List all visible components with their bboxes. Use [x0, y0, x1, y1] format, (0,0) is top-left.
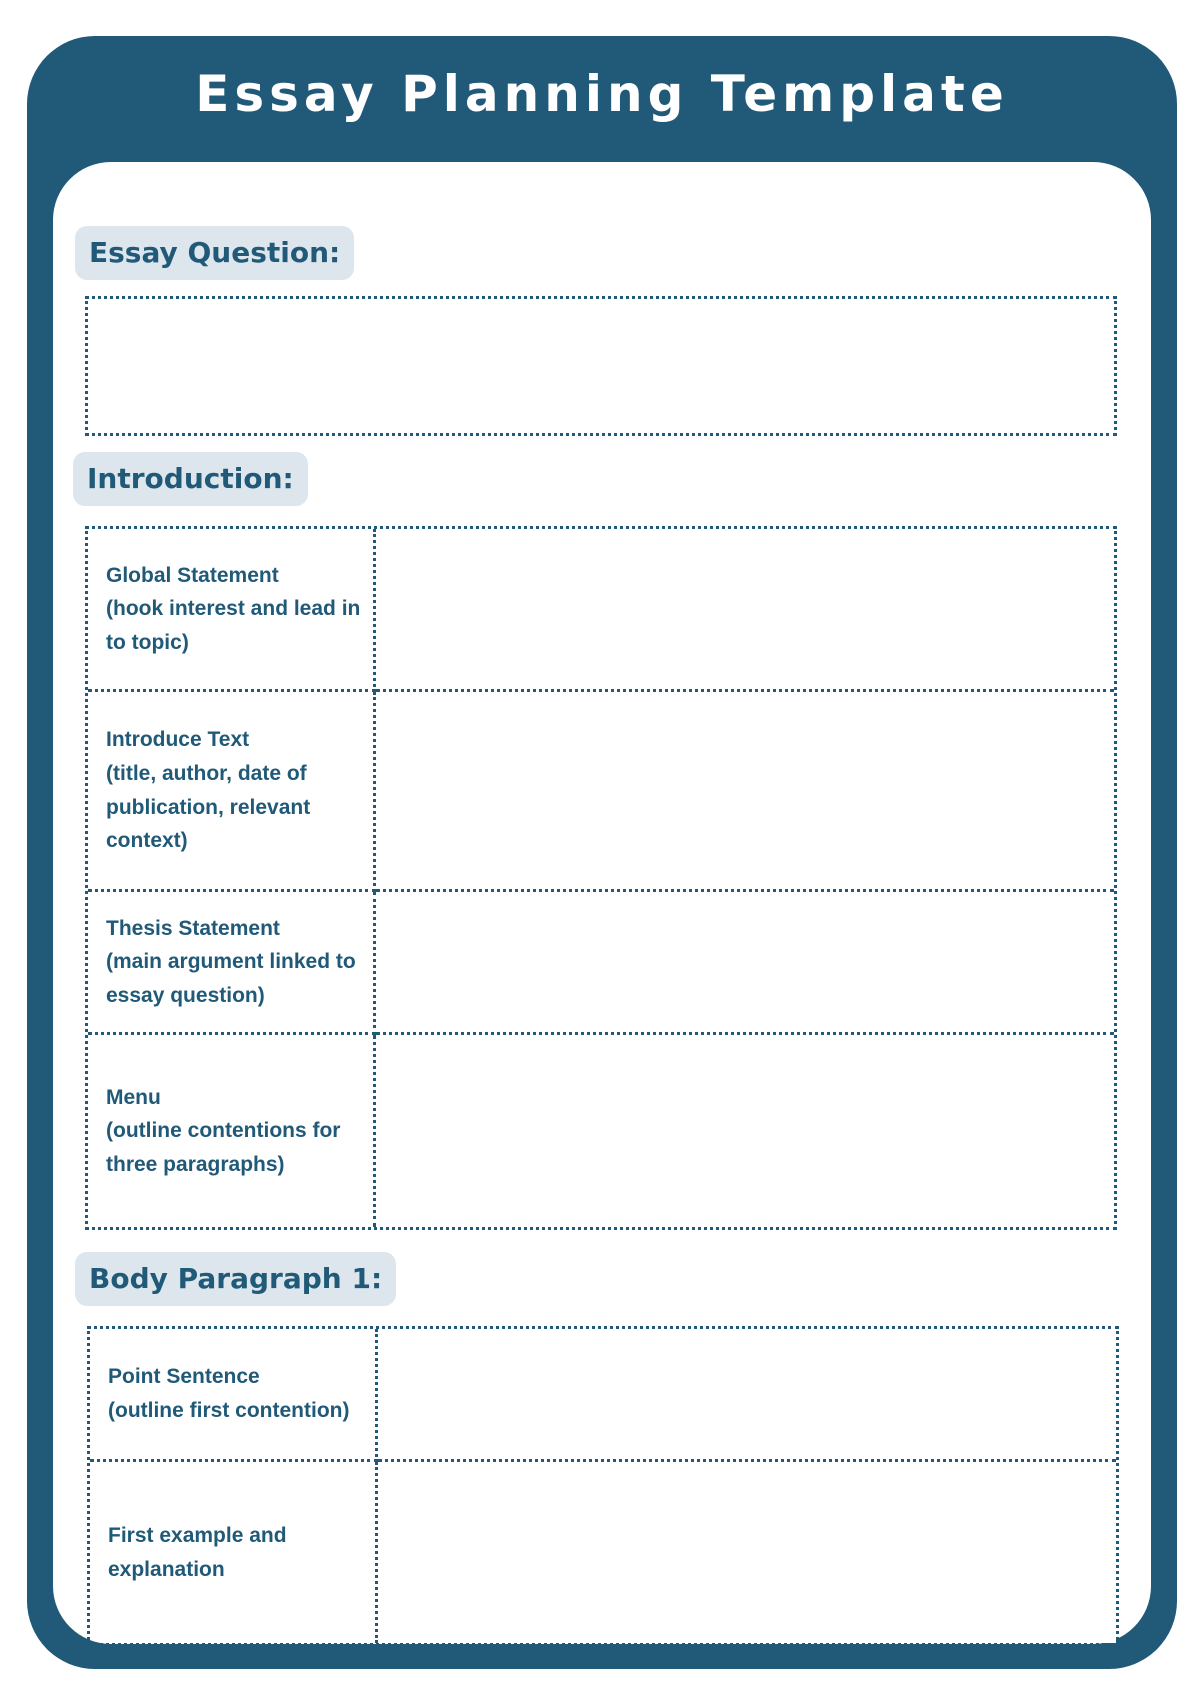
introduction-heading: Introduction:: [73, 452, 308, 506]
global-statement-label: [88, 529, 376, 692]
introduce-text-text: Introduce Text (title, author, date of publication, relevant context): [106, 728, 311, 853]
thesis-statement-field[interactable]: [376, 892, 1114, 1035]
thesis-statement-label: [88, 892, 376, 1035]
template-frame: [27, 36, 1177, 1669]
introduce-text-label: [88, 692, 376, 892]
thesis-statement-text: Thesis Statement (main argument linked to essay question): [106, 916, 356, 1007]
content-panel: [53, 162, 1151, 1644]
essay-question-field[interactable]: [85, 296, 1117, 436]
first-example-text: First example and explanation: [108, 1523, 287, 1581]
menu-label: [88, 1035, 376, 1227]
global-statement-field[interactable]: [376, 529, 1114, 692]
point-sentence-label: [90, 1329, 378, 1462]
menu-field[interactable]: [376, 1035, 1114, 1227]
first-example-label: [90, 1462, 378, 1643]
menu-text: Menu (outline contentions for three paragraphs): [106, 1085, 341, 1176]
point-sentence-field[interactable]: [378, 1329, 1116, 1462]
introduction-table: [85, 526, 1117, 1230]
point-sentence-text: Point Sentence (outline first contention): [108, 1365, 350, 1422]
body-paragraph-1-table: [87, 1326, 1119, 1646]
essay-question-heading: Essay Question:: [75, 226, 354, 280]
body-paragraph-1-heading: Body Paragraph 1:: [75, 1252, 396, 1306]
first-example-field[interactable]: [378, 1462, 1116, 1643]
global-statement-text: Global Statement (hook interest and lead in to topic): [106, 563, 361, 654]
page-title: Essay Planning Template: [195, 65, 1009, 123]
introduce-text-field[interactable]: [376, 692, 1114, 892]
